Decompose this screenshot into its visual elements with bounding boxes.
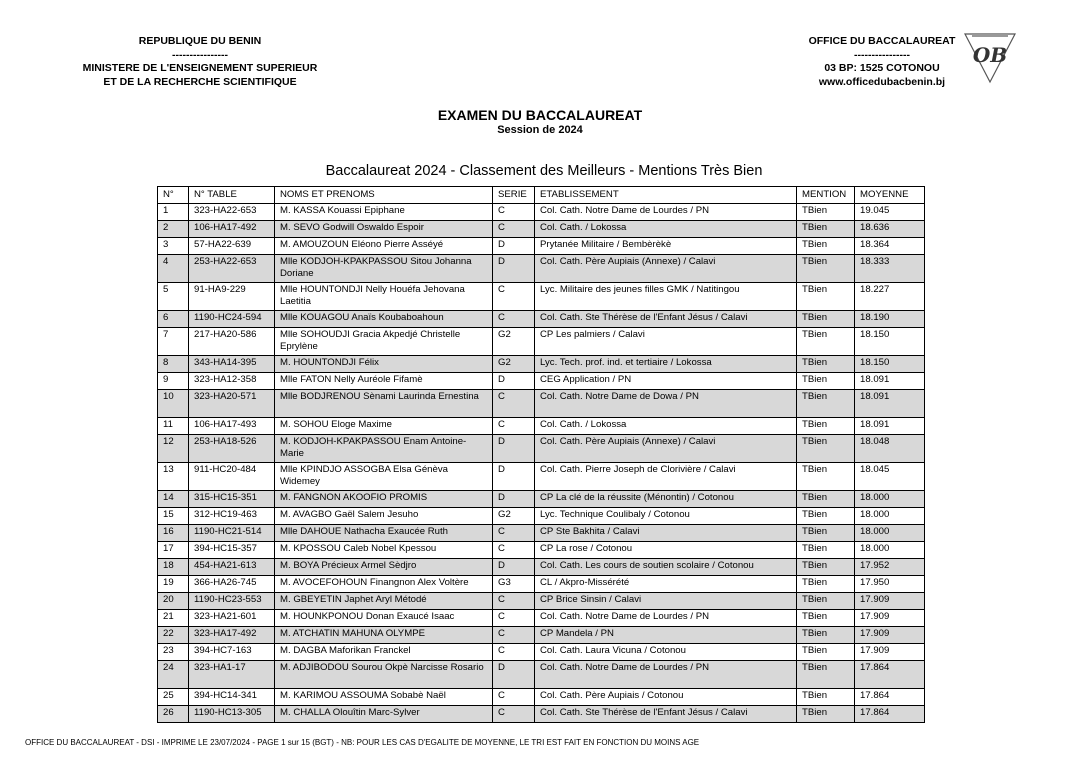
cell-rank: 11: [158, 418, 189, 435]
cell-mention: TBien: [797, 221, 855, 238]
header-separator: ----------------: [172, 48, 228, 61]
table-row: [158, 610, 925, 627]
cell-mention: TBien: [797, 593, 855, 610]
cell-rank: 21: [158, 610, 189, 627]
cell-name: Mlle FATON Nelly Auréole Fifamè: [275, 373, 493, 390]
cell-average: 18.190: [855, 311, 925, 328]
cell-rank: 5: [158, 283, 189, 311]
cell-table-number: 366-HA26-745: [189, 576, 275, 593]
cell-school: CP La clé de la réussite (Ménontin) / Cotonou: [535, 491, 797, 508]
cell-name: M. HOUNTONDJI Félix: [275, 356, 493, 373]
cell-school: CP Les palmiers / Calavi: [535, 328, 797, 356]
cell-serie: C: [493, 311, 535, 328]
cell-mention: TBien: [797, 525, 855, 542]
cell-name: Mlle DAHOUE Nathacha Exaucée Ruth: [275, 525, 493, 542]
cell-mention: TBien: [797, 418, 855, 435]
cell-serie: D: [493, 491, 535, 508]
cell-name: M. KPOSSOU Caleb Nobel Kpessou: [275, 542, 493, 559]
cell-table-number: 57-HA22-639: [189, 238, 275, 255]
table-row: [158, 328, 925, 356]
col-header-mention: MENTION: [797, 187, 855, 204]
cell-serie: C: [493, 706, 535, 723]
ministry-name-line2: ET DE LA RECHERCHE SCIENTIFIQUE: [103, 75, 297, 88]
cell-name: M. AMOUZOUN Eléono Pierre Asséyé: [275, 238, 493, 255]
table-row: [158, 221, 925, 238]
cell-table-number: 1190-HC13-305: [189, 706, 275, 723]
cell-name: M. KASSA Kouassi Epiphane: [275, 204, 493, 221]
cell-average: 18.150: [855, 328, 925, 356]
col-header-table-number: N° TABLE: [189, 187, 275, 204]
cell-rank: 2: [158, 221, 189, 238]
cell-mention: TBien: [797, 610, 855, 627]
cell-mention: TBien: [797, 559, 855, 576]
cell-serie: D: [493, 463, 535, 491]
cell-serie: D: [493, 373, 535, 390]
cell-rank: 15: [158, 508, 189, 525]
cell-average: 18.364: [855, 238, 925, 255]
cell-average: 18.333: [855, 255, 925, 283]
cell-table-number: 253-HA22-653: [189, 255, 275, 283]
cell-name: M. SEVO Godwill Oswaldo Espoir: [275, 221, 493, 238]
cell-average: 18.045: [855, 463, 925, 491]
cell-average: 18.091: [855, 390, 925, 418]
cell-table-number: 323-HA1-17: [189, 661, 275, 689]
cell-table-number: 394-HC14-341: [189, 689, 275, 706]
cell-serie: G2: [493, 356, 535, 373]
cell-rank: 23: [158, 644, 189, 661]
cell-serie: G3: [493, 576, 535, 593]
cell-name: Mlle SOHOUDJI Gracia Akpedjé Christelle Eprylène: [275, 328, 493, 356]
cell-mention: TBien: [797, 542, 855, 559]
cell-school: Col. Cath. Notre Dame de Lourdes / PN: [535, 610, 797, 627]
cell-serie: C: [493, 627, 535, 644]
table-row: [158, 627, 925, 644]
office-address: 03 BP: 1525 COTONOU: [824, 62, 940, 74]
cell-school: CL / Akpro-Missérété: [535, 576, 797, 593]
cell-mention: TBien: [797, 328, 855, 356]
cell-serie: C: [493, 689, 535, 706]
cell-mention: TBien: [797, 356, 855, 373]
cell-name: M. FANGNON AKOOFIO PROMIS: [275, 491, 493, 508]
cell-table-number: 315-HC15-351: [189, 491, 275, 508]
table-row: [158, 311, 925, 328]
page-footer: OFFICE DU BACCALAUREAT - DSI - IMPRIME LE 23/07/2024 - PAGE 1 sur 15 (BGT) - NB: POUR LES CAS D'EGALITE DE MOYENNE, LE TRI EST FAIT EN FONCTION DU MOINS AGE: [25, 738, 700, 747]
table-row: [158, 463, 925, 491]
cell-average: 18.000: [855, 542, 925, 559]
cell-average: 18.150: [855, 356, 925, 373]
cell-mention: TBien: [797, 508, 855, 525]
cell-average: 18.000: [855, 525, 925, 542]
cell-average: 17.909: [855, 610, 925, 627]
cell-name: M. CHALLA Olouîtin Marc-Sylver: [275, 706, 493, 723]
cell-serie: G2: [493, 328, 535, 356]
cell-school: Col. Cath. Laura Vicuna / Cotonou: [535, 644, 797, 661]
cell-mention: TBien: [797, 283, 855, 311]
cell-rank: 10: [158, 390, 189, 418]
cell-rank: 13: [158, 463, 189, 491]
cell-rank: 6: [158, 311, 189, 328]
cell-average: 17.909: [855, 627, 925, 644]
cell-average: 18.048: [855, 435, 925, 463]
exam-title: EXAMEN DU BACCALAUREAT: [437, 107, 643, 123]
cell-serie: D: [493, 559, 535, 576]
table-row: [158, 689, 925, 706]
cell-average: 17.909: [855, 593, 925, 610]
cell-school: Col. Cath. Père Aupiais (Annexe) / Calavi: [535, 255, 797, 283]
table-row: [158, 283, 925, 311]
cell-name: M. DAGBA Maforikan Franckel: [275, 644, 493, 661]
cell-table-number: 454-HA21-613: [189, 559, 275, 576]
ranking-title: Baccalaureat 2024 - Classement des Meilleurs - Mentions Très Bien: [325, 163, 763, 179]
cell-school: CP La rose / Cotonou: [535, 542, 797, 559]
cell-mention: TBien: [797, 627, 855, 644]
table-row: [158, 508, 925, 525]
cell-mention: TBien: [797, 435, 855, 463]
cell-school: Col. Cath. / Lokossa: [535, 221, 797, 238]
cell-rank: 24: [158, 661, 189, 689]
cell-rank: 8: [158, 356, 189, 373]
cell-name: M. GBEYETIN Japhet Aryl Métodé: [275, 593, 493, 610]
table-row: [158, 255, 925, 283]
cell-average: 17.864: [855, 661, 925, 689]
header-office: [782, 35, 982, 89]
cell-rank: 4: [158, 255, 189, 283]
cell-rank: 16: [158, 525, 189, 542]
cell-name: Mlle HOUNTONDJI Nelly Houéfa Jehovana Laetitia: [275, 283, 493, 311]
cell-average: 18.227: [855, 283, 925, 311]
cell-serie: D: [493, 238, 535, 255]
cell-rank: 19: [158, 576, 189, 593]
cell-mention: TBien: [797, 390, 855, 418]
cell-rank: 17: [158, 542, 189, 559]
cell-name: M. SOHOU Eloge Maxime: [275, 418, 493, 435]
cell-mention: TBien: [797, 255, 855, 283]
table-row: [158, 525, 925, 542]
cell-table-number: 253-HA18-526: [189, 435, 275, 463]
table-row: [158, 390, 925, 418]
cell-rank: 14: [158, 491, 189, 508]
cell-rank: 25: [158, 689, 189, 706]
cell-average: 17.909: [855, 644, 925, 661]
cell-serie: C: [493, 390, 535, 418]
cell-school: Prytanée Militaire / Bembèrèkè: [535, 238, 797, 255]
cell-mention: TBien: [797, 491, 855, 508]
col-header-rank: N°: [158, 187, 189, 204]
table-row: [158, 559, 925, 576]
cell-school: Col. Cath. Père Aupiais / Cotonou: [535, 689, 797, 706]
cell-table-number: 323-HA12-358: [189, 373, 275, 390]
cell-serie: D: [493, 661, 535, 689]
cell-serie: C: [493, 644, 535, 661]
col-header-school: ETABLISSEMENT: [535, 187, 797, 204]
cell-average: 18.000: [855, 508, 925, 525]
table-row: [158, 204, 925, 221]
cell-school: CP Ste Bakhita / Calavi: [535, 525, 797, 542]
table-row: [158, 238, 925, 255]
cell-table-number: 1190-HC21-514: [189, 525, 275, 542]
cell-school: Lyc. Tech. prof. ind. et tertiaire / Lokossa: [535, 356, 797, 373]
table-row: [158, 576, 925, 593]
cell-mention: TBien: [797, 689, 855, 706]
cell-average: 17.864: [855, 689, 925, 706]
exam-session: Session de 2024: [497, 124, 583, 136]
cell-average: 18.000: [855, 491, 925, 508]
cell-serie: C: [493, 221, 535, 238]
cell-average: 17.950: [855, 576, 925, 593]
cell-mention: TBien: [797, 706, 855, 723]
cell-rank: 1: [158, 204, 189, 221]
table-row: [158, 418, 925, 435]
cell-serie: C: [493, 418, 535, 435]
cell-mention: TBien: [797, 463, 855, 491]
cell-table-number: 394-HC15-357: [189, 542, 275, 559]
cell-average: 18.091: [855, 418, 925, 435]
cell-rank: 26: [158, 706, 189, 723]
cell-average: 18.636: [855, 221, 925, 238]
col-header-average: MOYENNE: [855, 187, 925, 204]
cell-mention: TBien: [797, 644, 855, 661]
cell-serie: C: [493, 542, 535, 559]
cell-table-number: 106-HA17-492: [189, 221, 275, 238]
table-row: [158, 593, 925, 610]
cell-table-number: 106-HA17-493: [189, 418, 275, 435]
cell-name: M. HOUNKPONOU Donan Exaucé Isaac: [275, 610, 493, 627]
cell-table-number: 1190-HC24-594: [189, 311, 275, 328]
cell-name: M. KODJOH-KPAKPASSOU Enam Antoine-Marie: [275, 435, 493, 463]
cell-school: CP Mandela / PN: [535, 627, 797, 644]
cell-school: Col. Cath. Ste Thérèse de l'Enfant Jésus / Calavi: [535, 311, 797, 328]
cell-school: Col. Cath. / Lokossa: [535, 418, 797, 435]
cell-table-number: 343-HA14-395: [189, 356, 275, 373]
cell-table-number: 911-HC20-484: [189, 463, 275, 491]
cell-table-number: 323-HA20-571: [189, 390, 275, 418]
table-row: [158, 542, 925, 559]
table-header-row: [158, 187, 925, 204]
cell-mention: TBien: [797, 373, 855, 390]
cell-name: Mlle KODJOH-KPAKPASSOU Sitou Johanna Doriane: [275, 255, 493, 283]
cell-name: Mlle BODJRENOU Sènami Laurinda Ernestina: [275, 390, 493, 418]
table-row: [158, 373, 925, 390]
cell-school: Col. Cath. Ste Thérèse de l'Enfant Jésus / Calavi: [535, 706, 797, 723]
cell-table-number: 323-HA17-492: [189, 627, 275, 644]
office-bac-logo-icon: [962, 30, 1018, 86]
cell-school: Col. Cath. Les cours de soutien scolaire / Cotonou: [535, 559, 797, 576]
cell-rank: 22: [158, 627, 189, 644]
cell-serie: C: [493, 610, 535, 627]
cell-name: Mlle KPINDJO ASSOGBA Elsa Génèva Widemey: [275, 463, 493, 491]
cell-table-number: 217-HA20-586: [189, 328, 275, 356]
office-name: OFFICE DU BACCALAUREAT: [808, 35, 956, 47]
cell-school: Col. Cath. Notre Dame de Lourdes / PN: [535, 661, 797, 689]
cell-mention: TBien: [797, 661, 855, 689]
col-header-names: NOMS ET PRENOMS: [275, 187, 493, 204]
cell-school: Col. Cath. Notre Dame de Lourdes / PN: [535, 204, 797, 221]
cell-serie: D: [493, 255, 535, 283]
cell-mention: TBien: [797, 576, 855, 593]
header-separator: ----------------: [854, 48, 910, 61]
table-row: [158, 706, 925, 723]
cell-rank: 9: [158, 373, 189, 390]
cell-name: Mlle KOUAGOU Anaïs Koubaboahoun: [275, 311, 493, 328]
cell-name: M. ADJIBODOU Sourou Okpè Narcisse Rosario: [275, 661, 493, 689]
table-row: [158, 491, 925, 508]
cell-table-number: 323-HA21-601: [189, 610, 275, 627]
cell-serie: G2: [493, 508, 535, 525]
ministry-name-line1: MINISTERE DE L'ENSEIGNEMENT SUPERIEUR: [82, 62, 318, 74]
cell-name: M. ATCHATIN MAHUNA OLYMPE: [275, 627, 493, 644]
table-row: [158, 661, 925, 689]
cell-serie: C: [493, 525, 535, 542]
country-name: REPUBLIQUE DU BENIN: [138, 35, 262, 47]
cell-average: 19.045: [855, 204, 925, 221]
col-header-serie: SERIE: [493, 187, 535, 204]
cell-school: Col. Cath. Notre Dame de Dowa / PN: [535, 390, 797, 418]
cell-mention: TBien: [797, 311, 855, 328]
cell-name: M. KARIMOU ASSOUMA Sobabè Naël: [275, 689, 493, 706]
cell-average: 17.952: [855, 559, 925, 576]
cell-rank: 20: [158, 593, 189, 610]
table-row: [158, 356, 925, 373]
cell-mention: TBien: [797, 238, 855, 255]
cell-name: M. AVAGBO Gaël Salem Jesuho: [275, 508, 493, 525]
cell-average: 17.864: [855, 706, 925, 723]
cell-serie: D: [493, 435, 535, 463]
cell-school: Col. Cath. Père Aupiais (Annexe) / Calavi: [535, 435, 797, 463]
office-website: www.officedubacbenin.bj: [818, 75, 946, 88]
cell-table-number: 394-HC7-163: [189, 644, 275, 661]
cell-serie: C: [493, 204, 535, 221]
cell-school: Lyc. Technique Coulibaly / Cotonou: [535, 508, 797, 525]
cell-table-number: 1190-HC23-553: [189, 593, 275, 610]
cell-school: Col. Cath. Pierre Joseph de Clorivière / Calavi: [535, 463, 797, 491]
cell-mention: TBien: [797, 204, 855, 221]
cell-rank: 7: [158, 328, 189, 356]
logo-letters: OB: [972, 43, 1008, 67]
cell-name: M. AVOCEFOHOUN Finangnon Alex Voltère: [275, 576, 493, 593]
cell-serie: C: [493, 283, 535, 311]
cell-table-number: 323-HA22-653: [189, 204, 275, 221]
cell-school: CEG Application / PN: [535, 373, 797, 390]
cell-school: CP Brice Sinsin / Calavi: [535, 593, 797, 610]
cell-rank: 3: [158, 238, 189, 255]
header-ministry: [50, 35, 350, 89]
table-row: [158, 435, 925, 463]
ranking-table: [157, 186, 925, 723]
cell-rank: 12: [158, 435, 189, 463]
cell-serie: C: [493, 593, 535, 610]
cell-rank: 18: [158, 559, 189, 576]
cell-table-number: 91-HA9-229: [189, 283, 275, 311]
cell-table-number: 312-HC19-463: [189, 508, 275, 525]
cell-average: 18.091: [855, 373, 925, 390]
table-row: [158, 644, 925, 661]
cell-school: Lyc. Militaire des jeunes filles GMK / Natitingou: [535, 283, 797, 311]
cell-name: M. BOYA Précieux Armel Sèdjro: [275, 559, 493, 576]
